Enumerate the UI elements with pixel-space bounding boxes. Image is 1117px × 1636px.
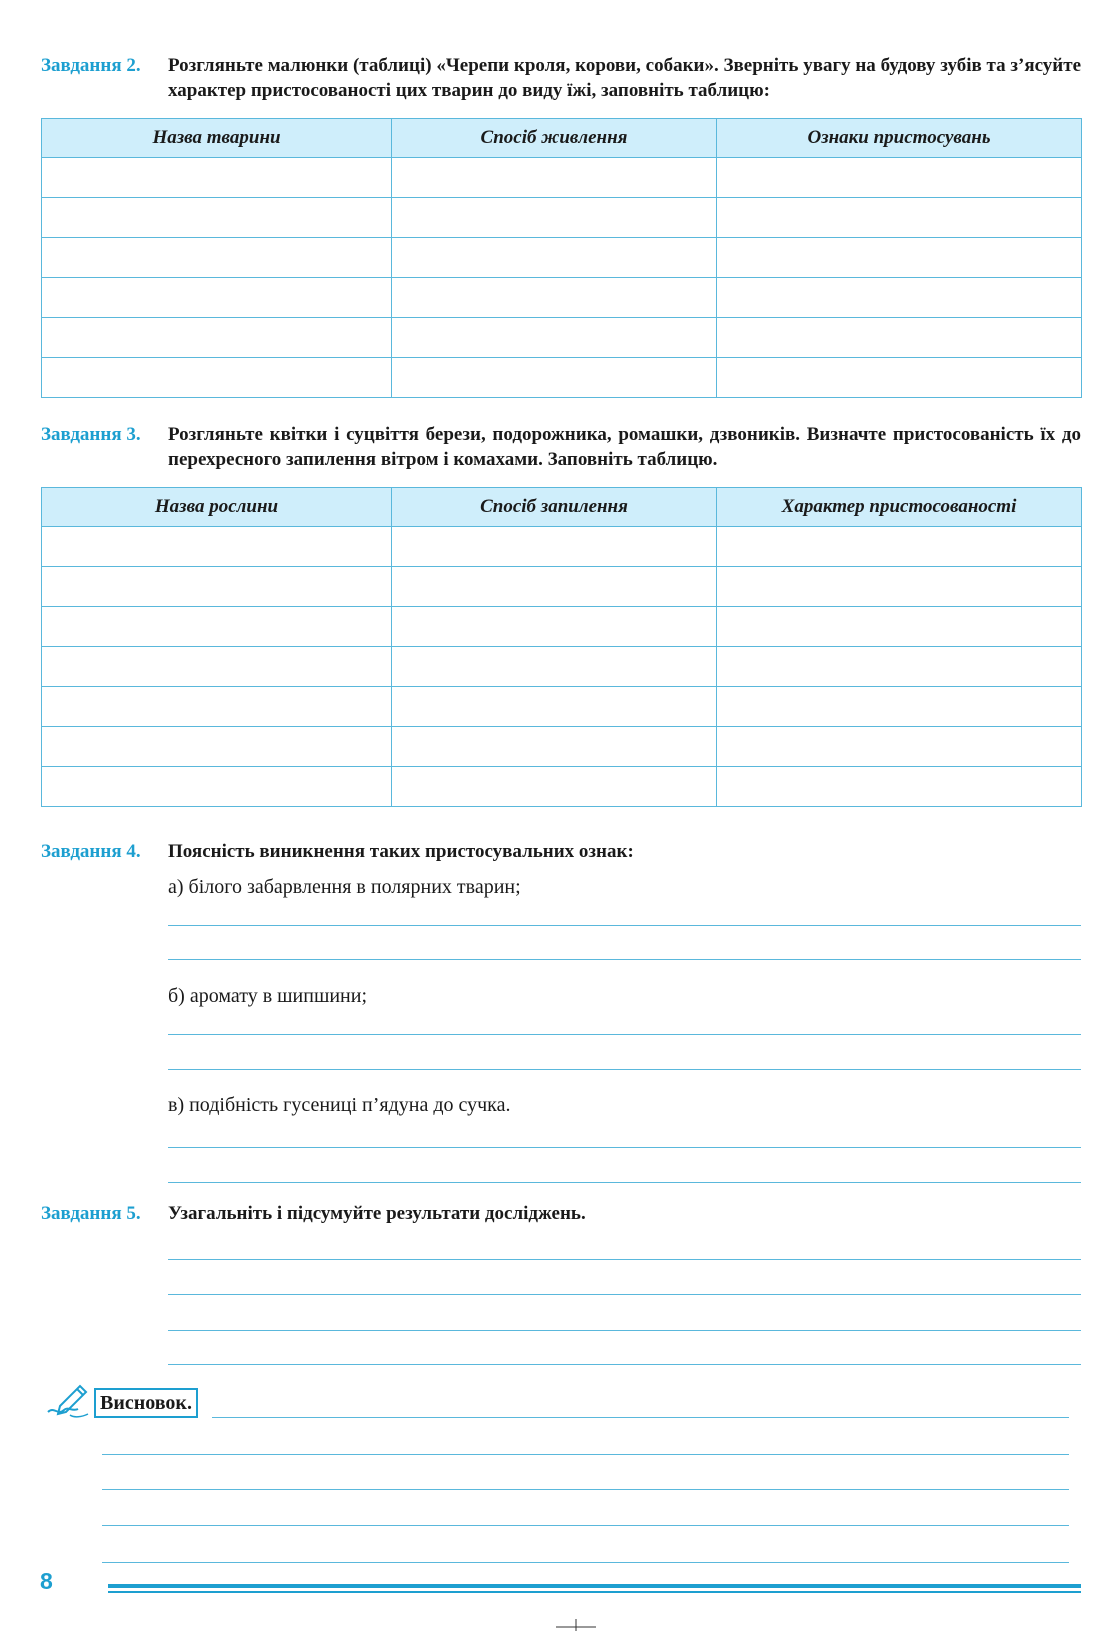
animals-table-cell[interactable]	[717, 358, 1082, 398]
animals-table-cell[interactable]	[392, 318, 717, 358]
plants-table-cell[interactable]	[717, 607, 1082, 647]
answer-line[interactable]	[168, 1069, 1081, 1070]
animals-table-cell[interactable]	[392, 358, 717, 398]
answer-line[interactable]	[102, 1454, 1069, 1455]
plants-table-cell[interactable]	[42, 727, 392, 767]
plants-table-cell[interactable]	[392, 767, 717, 807]
plants-table-cell[interactable]	[42, 567, 392, 607]
animals-table-cell[interactable]	[717, 158, 1082, 198]
answer-line[interactable]	[102, 1525, 1069, 1526]
task-3-text: Розгляньте квітки і суцвіття берези, подорожника, ромашки, дзвоників. Визначте пристосованість їх до перехресного запилення вітром і комахами. Заповніть таблицю.	[168, 424, 1081, 470]
plants-table-cell[interactable]	[717, 687, 1082, 727]
animals-table-cell[interactable]	[717, 238, 1082, 278]
plants-table-cell[interactable]	[42, 687, 392, 727]
page-number: 8	[40, 1568, 53, 1594]
plants-table-cell[interactable]	[392, 647, 717, 687]
animals-table-cell[interactable]	[42, 198, 392, 238]
col-header-pollination-method: Спосіб запилення	[392, 488, 717, 527]
animals-table-cell[interactable]	[42, 358, 392, 398]
plants-table-cell[interactable]	[42, 607, 392, 647]
answer-line[interactable]	[102, 1562, 1069, 1563]
task-3-number: Завдання 3.	[41, 424, 141, 445]
task-3-heading	[41, 422, 1081, 472]
answer-line[interactable]	[102, 1489, 1069, 1490]
task-2-heading	[41, 53, 1081, 103]
task-5-number: Завдання 5.	[41, 1203, 141, 1224]
task-4-text: Поясність виникнення таких пристосувальних ознак:	[168, 841, 634, 862]
plants-table-cell[interactable]	[42, 767, 392, 807]
animals-table-cell[interactable]	[42, 318, 392, 358]
col-header-adaptation-character: Характер пристосованості	[717, 488, 1082, 527]
plants-table	[41, 487, 1082, 807]
animals-table-cell[interactable]	[392, 198, 717, 238]
task-5-text: Узагальніть і підсумуйте результати досліджень.	[168, 1203, 586, 1224]
plants-table-cell[interactable]	[392, 727, 717, 767]
table-header-row	[42, 488, 1082, 527]
animals-table-cell[interactable]	[392, 278, 717, 318]
task-4-item-a: а) білого забарвлення в полярних тварин;	[168, 876, 521, 898]
task-2-number: Завдання 2.	[41, 55, 141, 76]
plants-table-row	[42, 727, 1082, 767]
pen-writing-icon	[44, 1382, 90, 1420]
plants-table-cell[interactable]	[392, 567, 717, 607]
answer-line[interactable]	[168, 1034, 1081, 1035]
task-5-heading	[41, 1201, 1081, 1226]
plants-table-cell[interactable]	[392, 687, 717, 727]
footer-rule-thin	[108, 1591, 1081, 1593]
col-header-adaptation-signs: Ознаки пристосувань	[717, 119, 1082, 158]
answer-line[interactable]	[168, 1294, 1081, 1295]
col-header-feeding-method: Спосіб живлення	[392, 119, 717, 158]
plants-table-row	[42, 567, 1082, 607]
animals-table-cell[interactable]	[717, 318, 1082, 358]
plants-table-cell[interactable]	[717, 727, 1082, 767]
footer-rule	[108, 1584, 1081, 1588]
plants-table-cell[interactable]	[717, 767, 1082, 807]
plants-table-cell[interactable]	[42, 647, 392, 687]
animals-table-cell[interactable]	[717, 198, 1082, 238]
animals-table-row	[42, 198, 1082, 238]
animals-table-cell[interactable]	[42, 158, 392, 198]
answer-line[interactable]	[168, 925, 1081, 926]
plants-table-row	[42, 767, 1082, 807]
plants-table-cell[interactable]	[42, 527, 392, 567]
animals-table-row	[42, 318, 1082, 358]
col-header-animal-name: Назва тварини	[42, 119, 392, 158]
animals-table-cell[interactable]	[392, 158, 717, 198]
answer-line[interactable]	[168, 1364, 1081, 1365]
plants-table-row	[42, 527, 1082, 567]
animals-table-cell[interactable]	[392, 238, 717, 278]
answer-line[interactable]	[168, 1259, 1081, 1260]
task-4-item-c: в) подібність гусениці п’ядуна до сучка.	[168, 1094, 511, 1116]
animals-table-row	[42, 238, 1082, 278]
animals-table	[41, 118, 1082, 398]
answer-line[interactable]	[168, 1147, 1081, 1148]
plants-table-cell[interactable]	[717, 647, 1082, 687]
animals-table-row	[42, 158, 1082, 198]
table-header-row	[42, 119, 1082, 158]
answer-line[interactable]	[168, 1330, 1081, 1331]
animals-table-row	[42, 278, 1082, 318]
col-header-plant-name: Назва рослини	[42, 488, 392, 527]
task-4-heading	[41, 839, 1081, 864]
animals-table-cell[interactable]	[717, 278, 1082, 318]
conclusion-label: Висновок.	[94, 1388, 198, 1418]
plants-table-row	[42, 647, 1082, 687]
animals-table-row	[42, 358, 1082, 398]
plants-table-row	[42, 607, 1082, 647]
answer-line[interactable]	[168, 959, 1081, 960]
plants-table-cell[interactable]	[717, 527, 1082, 567]
plants-table-cell[interactable]	[392, 527, 717, 567]
answer-line[interactable]	[212, 1417, 1069, 1418]
animals-table-cell[interactable]	[42, 278, 392, 318]
task-2-text: Розгляньте малюнки (таблиці) «Черепи кроля, корови, собаки». Зверніть увагу на будову зубів та з’ясуйте характер пристосованості цих тварин до виду їжі, заповніть таблицю:	[168, 55, 1081, 101]
plants-table-cell[interactable]	[392, 607, 717, 647]
crop-mark-icon	[556, 1618, 596, 1630]
task-4-item-b: б) аромату в шипшини;	[168, 985, 368, 1007]
answer-line[interactable]	[168, 1182, 1081, 1183]
animals-table-cell[interactable]	[42, 238, 392, 278]
plants-table-cell[interactable]	[717, 567, 1082, 607]
plants-table-row	[42, 687, 1082, 727]
task-4-number: Завдання 4.	[41, 841, 141, 862]
